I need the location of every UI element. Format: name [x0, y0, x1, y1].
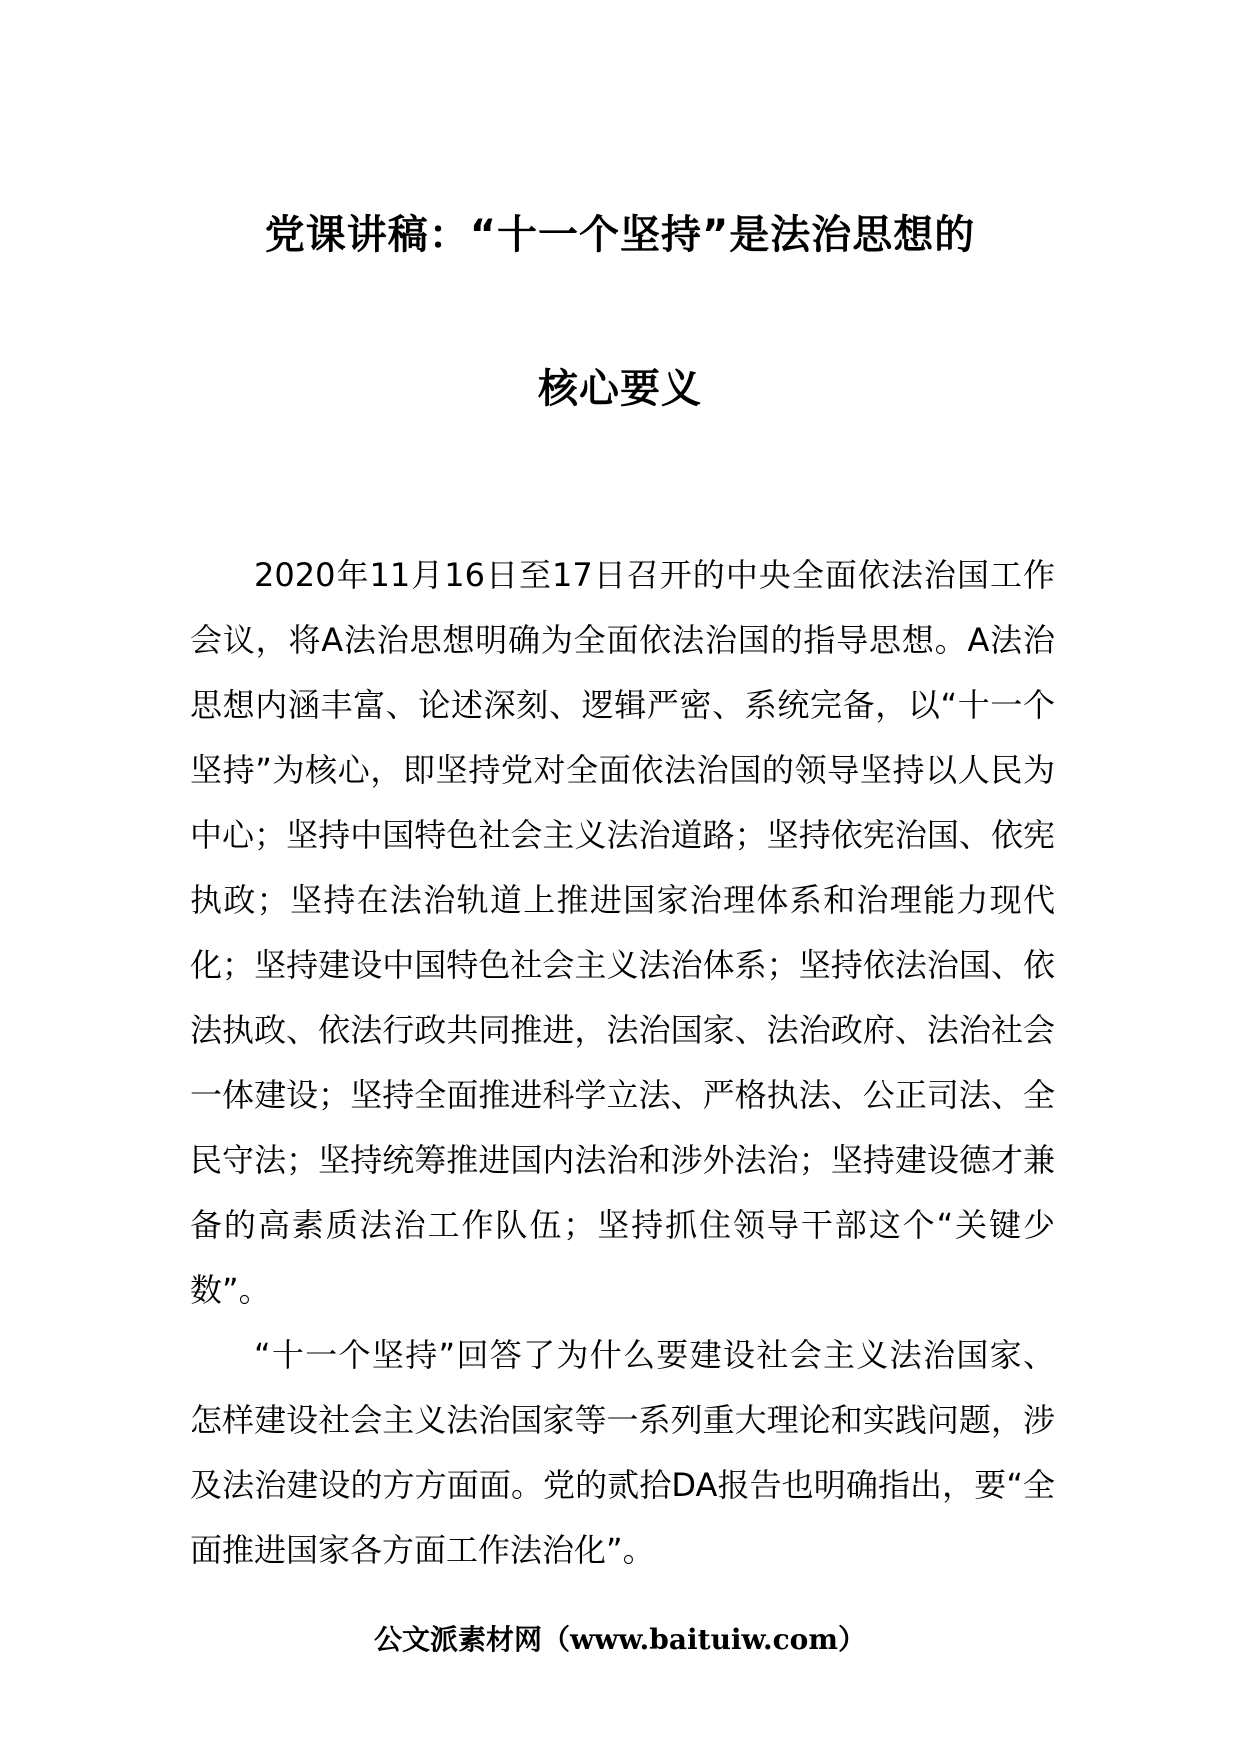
document-title-line-1: 党课讲稿：“十一个坚持”是法治思想的 — [264, 212, 976, 258]
body-paragraph-2-block — [190, 1323, 1055, 1583]
body-paragraph: “十一个坚持”回答了为什么要建设社会主义法治国家、怎样建设社会主义法治国家等一系列重大理论和实践问题，涉及法治建设的方方面面。党的贰拾DA报告也明确指出，要“全面推进国家各方面工作法治化”。 — [190, 1336, 1055, 1569]
document-title-line-2: 核心要义 — [538, 366, 702, 412]
body-paragraph: 2020年11月16日至17日召开的中央全面依法治国工作会议，将A法治思想明确为全面依法治国的指导思想。A法治思想内涵丰富、论述深刻、逻辑严密、系统完备，以“十一个坚持”为核心，即坚持党对全面依法治国的领导坚持以人民为中心；坚持中国特色社会主义法治道路；坚持依宪治国、依宪执政；坚持在法治轨道上推进国家治理体系和治理能力现代化；坚持建设中国特色社会主义法治体系；坚持依法治国、依法执政、依法行政共同推进，法治国家、法治政府、法治社会一体建设；坚持全面推进科学立法、严格执法、公正司法、全民守法；坚持统筹推进国内法治和涉外法治；坚持建设德才兼备的高素质法治工作队伍；坚持抓住领导干部这个“关键少数”。 — [190, 556, 1055, 1309]
footer-watermark-text: 公文派素材网（www.baituiw.com） — [374, 1623, 866, 1656]
body-paragraph-1-block — [190, 543, 1055, 1323]
